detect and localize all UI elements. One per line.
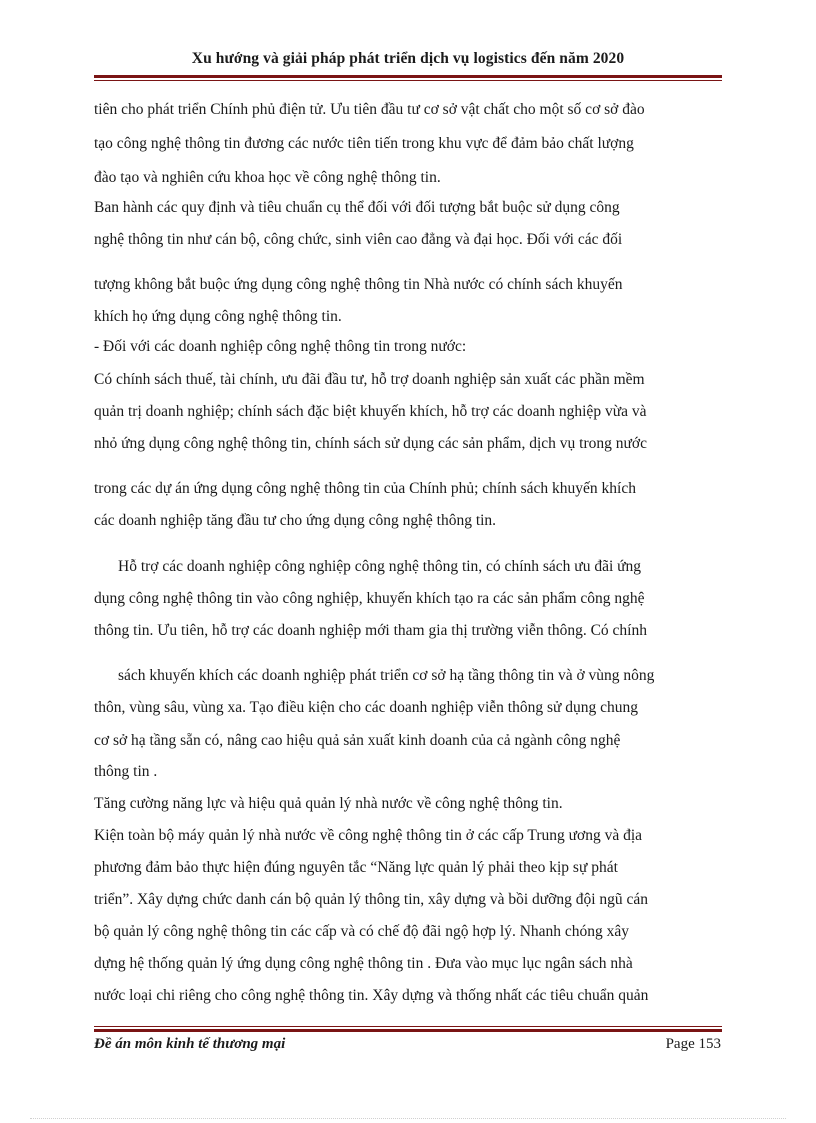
header-rule-thick: [94, 75, 722, 78]
text-line: thông tin. Ưu tiên, hỗ trợ các doanh nghiệp mới tham gia thị trường viễn thông. Có chính: [94, 622, 647, 639]
text-line: tiên cho phát triển Chính phủ điện tử. Ưu tiên đầu tư cơ sở vật chất cho một số cơ sở đào: [94, 101, 645, 118]
text-line: bộ quản lý công nghệ thông tin các cấp và có chế độ đãi ngộ hợp lý. Nhanh chóng xây: [94, 923, 630, 940]
footer-rule-thick: [94, 1029, 722, 1032]
text-line: đào tạo và nghiên cứu khoa học về công nghệ thông tin.: [94, 169, 441, 186]
text-line: nước loại chi riêng cho công nghệ thông tin. Xây dựng và thống nhất các tiêu chuẩn quản: [94, 987, 649, 1004]
text-line: nghệ thông tin như cán bộ, công chức, sinh viên cao đẳng và đại học. Đối với các đối: [94, 231, 623, 248]
text-line: triển”. Xây dựng chức danh cán bộ quản lý thông tin, xây dựng và bồi dưỡng đội ngũ cán: [94, 891, 649, 908]
text-line: tạo công nghệ thông tin đương các nước tiên tiến trong khu vực để đảm bảo chất lượng: [94, 135, 634, 152]
text-line: Có chính sách thuế, tài chính, ưu đãi đầu tư, hỗ trợ doanh nghiệp sản xuất các phần mềm: [94, 371, 645, 388]
text-line: thông tin .: [94, 763, 158, 780]
text-line: nhỏ ứng dụng công nghệ thông tin, chính sách sử dụng các sản phẩm, dịch vụ trong nước: [94, 435, 647, 452]
text-line: trong các dự án ứng dụng công nghệ thông tin của Chính phủ; chính sách khuyến khích: [94, 480, 636, 497]
text-line: quản trị doanh nghiệp; chính sách đặc biệt khuyến khích, hỗ trợ các doanh nghiệp vừa và: [94, 403, 647, 420]
page-boundary-divider: [30, 1118, 786, 1119]
page-number: Page 153: [665, 1036, 721, 1052]
text-line: dựng hệ thống quản lý ứng dụng công nghệ thông tin . Đưa vào mục lục ngân sách nhà: [94, 955, 633, 972]
text-line: Hỗ trợ các doanh nghiệp công nghiệp công nghệ thông tin, có chính sách ưu đãi ứng: [118, 558, 642, 575]
text-line: cơ sở hạ tầng sẵn có, nâng cao hiệu quả sản xuất kinh doanh của cả ngành công nghệ: [94, 732, 621, 749]
text-line: sách khuyến khích các doanh nghiệp phát triển cơ sở hạ tầng thông tin và ở vùng nông: [118, 667, 655, 684]
header-rule-thin: [94, 80, 722, 81]
text-line: Kiện toàn bộ máy quản lý nhà nước về công nghệ thông tin ở các cấp Trung ương và địa: [94, 827, 643, 844]
text-line: - Đối với các doanh nghiệp công nghệ thông tin trong nước:: [94, 338, 467, 355]
text-line: dụng công nghệ thông tin vào công nghiệp, khuyến khích tạo ra các sản phẩm công nghệ: [94, 590, 645, 607]
text-line: Tăng cường năng lực và hiệu quả quản lý nhà nước về công nghệ thông tin.: [94, 795, 563, 812]
text-line: các doanh nghiệp tăng đầu tư cho ứng dụng công nghệ thông tin.: [94, 512, 497, 529]
footer-document-title: Đề án môn kinh tế thương mại: [94, 1036, 286, 1052]
text-line: thôn, vùng sâu, vùng xa. Tạo điều kiện cho các doanh nghiệp viễn thông sử dụng chung: [94, 699, 639, 716]
text-line: tượng không bắt buộc ứng dụng công nghệ thông tin Nhà nước có chính sách khuyến: [94, 276, 623, 293]
text-line: Ban hành các quy định và tiêu chuẩn cụ thể đối với đối tượng bắt buộc sử dụng công: [94, 199, 620, 216]
text-line: phương đảm bảo thực hiện đúng nguyên tắc “Năng lực quản lý phải theo kịp sự phát: [94, 859, 618, 876]
footer-rule-thin: [94, 1026, 722, 1027]
text-line: khích họ ứng dụng công nghệ thông tin.: [94, 308, 342, 325]
running-header: Xu hướng và giải pháp phát triển dịch vụ logistics đến năm 2020: [191, 50, 625, 67]
